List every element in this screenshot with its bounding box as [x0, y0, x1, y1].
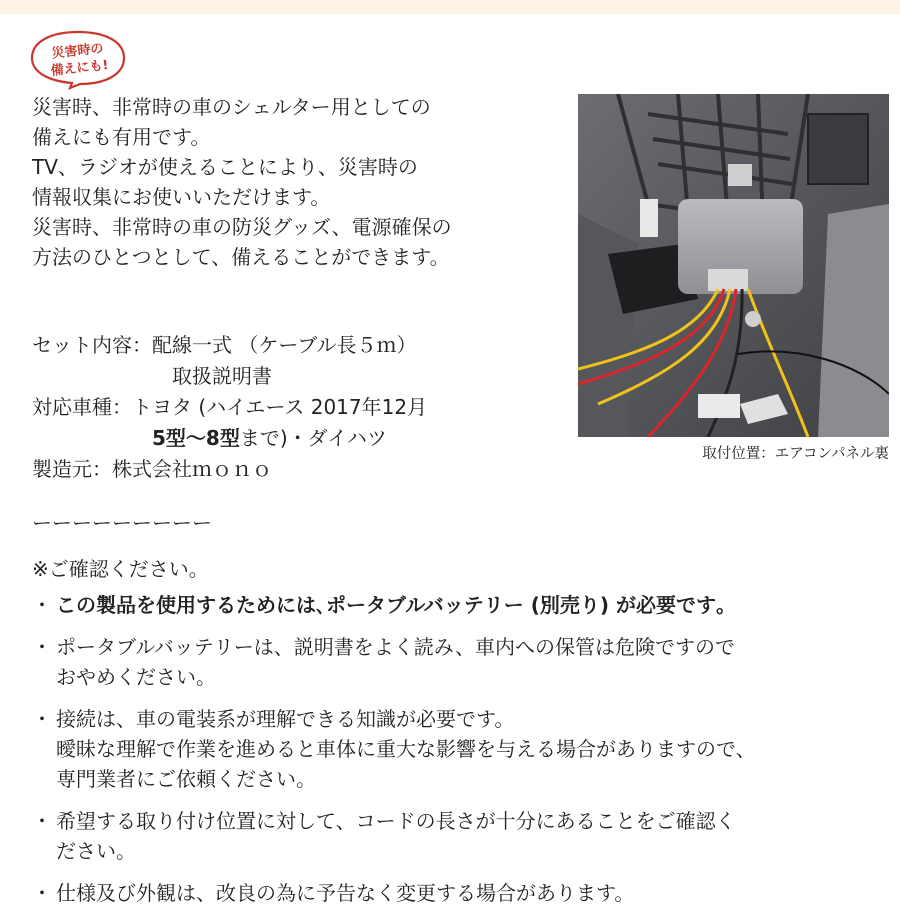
set-contents-row: [32, 330, 552, 361]
maker-row: [32, 454, 552, 485]
compatible-line2-rest: まで)・ダイハツ: [239, 426, 387, 450]
notice-item: [32, 590, 892, 620]
notice-line: ポータブルバッテリーは、説明書をよく読み、車内への保管は危険ですので: [56, 635, 735, 659]
set-contents-row-2: [32, 361, 552, 392]
intro-text: [32, 92, 552, 272]
maker-label: 製造元：: [32, 457, 112, 481]
set-contents-item1: 配線一式 （ケーブル長５ｍ）: [152, 333, 417, 357]
compatible-label: 対応車種：: [32, 395, 132, 419]
intro-line: 災害時、非常時の車のシェルター用としての: [32, 95, 431, 119]
notice-title: ※ご確認ください。: [32, 557, 209, 581]
notice-line: 希望する取り付け位置に対して、コードの長さが十分にあることをご確認く: [56, 809, 736, 833]
notice-line: 専門業者にご依頼ください。: [56, 767, 316, 791]
divider-line: ーーーーーーーーー: [32, 511, 212, 535]
set-contents-label: セット内容：: [32, 333, 152, 357]
compatible-line1: トヨタ (ハイエース 2017年12月: [132, 395, 428, 419]
disaster-badge: [26, 28, 130, 90]
notice-item: [32, 806, 892, 866]
bullet: ・: [32, 593, 52, 617]
maker-value: 株式会社ｍｏｎｏ: [112, 457, 272, 481]
badge-line1: 災害時の: [50, 41, 105, 62]
notice-line: 仕様及び外観は、改良の為に予告なく変更する場合があります。: [56, 881, 635, 905]
install-photo-image: [578, 94, 889, 437]
intro-line: 災害時、非常時の車の防災グッズ、電源確保の: [32, 215, 452, 239]
bullet: ・: [32, 809, 52, 833]
notice-line: 曖昧な理解で作業を進めると車体に重大な影響を与える場合がありますので、: [56, 737, 756, 761]
bullet: ・: [32, 635, 52, 659]
notice-line: ださい。: [56, 839, 136, 863]
intro-line: 情報収集にお使いいただけます。: [32, 185, 331, 209]
notice-list: [32, 590, 892, 920]
notice-item: [32, 878, 892, 908]
badge-line2: 備えにも!: [50, 58, 110, 80]
badge-bubble-icon: [26, 28, 130, 90]
bullet: ・: [32, 881, 52, 905]
compatible-models: 5型〜8型: [152, 426, 240, 450]
intro-line: 備えにも有用です。: [32, 125, 211, 149]
notice-line: おやめください。: [56, 665, 216, 689]
set-contents-item2: 取扱説明書: [172, 364, 272, 388]
notice-item: [32, 632, 892, 692]
notice-line: 接続は、車の電装系が理解できる知識が必要です。: [56, 707, 515, 731]
bullet: ・: [32, 707, 52, 731]
compatible-row-2: [32, 423, 552, 454]
intro-line: 方法のひとつとして、備えることができます。: [32, 245, 450, 269]
notice-item: [32, 704, 892, 794]
photo-caption: 取付位置：エアコンパネル裏: [702, 446, 889, 462]
product-spec: [32, 330, 552, 485]
install-photo: [578, 94, 889, 437]
top-band: [0, 0, 900, 14]
compatible-row: [32, 392, 552, 423]
intro-line: TV、ラジオが使えることにより、災害時の: [32, 155, 418, 179]
notice-line: この製品を使用するためには､ポータブルバッテリー (別売り) が必要です｡: [56, 593, 727, 617]
